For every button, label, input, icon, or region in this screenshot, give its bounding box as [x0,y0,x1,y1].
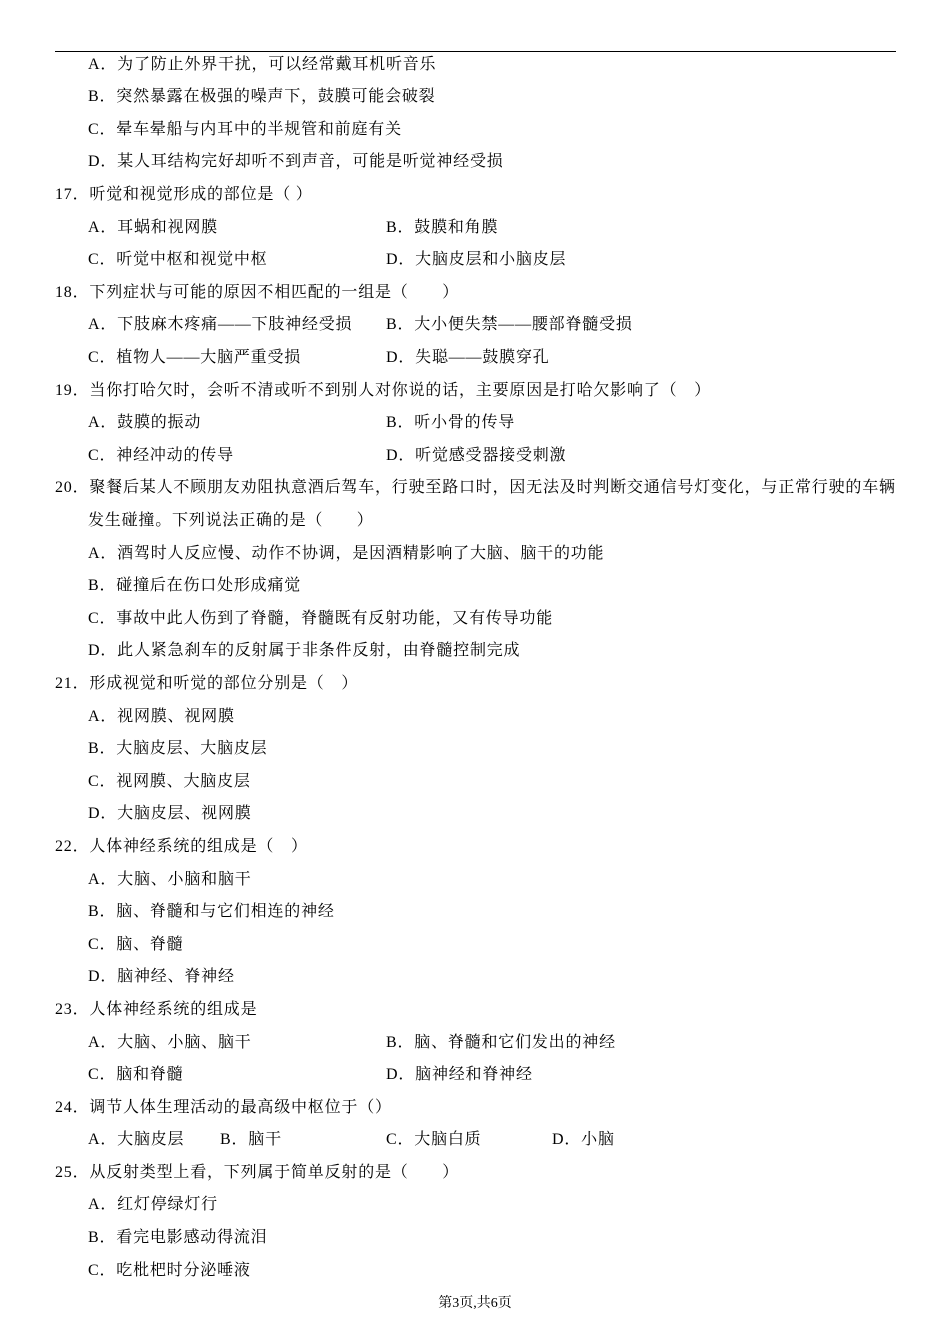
question-stem: 17．听觉和视觉形成的部位是（ ） [55,186,313,204]
option-a: A．视网膜、视网膜 [88,707,235,725]
option-b: B．突然暴露在极强的噪声下，鼓膜可能会破裂 [88,88,436,106]
option-a: A．酒驾时人反应慢、动作不协调，是因酒精影响了大脑、脑干的功能 [88,544,605,562]
option-b: B．脑、脊髓和与它们相连的神经 [88,903,335,921]
question-19 [0,375,950,473]
question-25 [0,1157,950,1287]
option-a: A．红灯停绿灯行 [88,1196,218,1214]
option-a: A．耳蜗和视网膜 [88,218,218,236]
option-row [0,407,950,440]
option-c: C．晕车晕船与内耳中的半规管和前庭有关 [88,120,402,138]
option-c: C．事故中此人伤到了脊髓，脊髓既有反射功能，又有传导功能 [88,609,554,627]
option-d: D．脑神经和脊神经 [386,1066,533,1084]
question-stem: 18．下列症状与可能的原因不相匹配的一组是（ ） [55,283,460,301]
option-a: A．大脑、小脑和脑干 [88,870,252,888]
question-stem: 19．当你打哈欠时，会听不清或听不到别人对你说的话，主要原因是打哈欠影响了（ ） [55,381,712,399]
option-row [0,342,950,375]
option-a: A．大脑皮层 [88,1131,185,1149]
option-row [0,1059,950,1092]
option-row [0,212,950,245]
option-d: D．此人紧急刹车的反射属于非条件反射，由脊髓控制完成 [88,642,521,660]
option-b: B．鼓膜和角膜 [386,218,499,236]
option-d: D．大脑皮层和小脑皮层 [386,251,567,269]
option-c: C．吃枇杷时分泌唾液 [88,1261,251,1279]
question-stem: 20．聚餐后某人不顾朋友劝阻执意酒后驾车，行驶至路口时，因无法及时判断交通信号灯变化，与正常行驶的车辆 [55,479,896,497]
option-d: D．大脑皮层、视网膜 [88,805,252,823]
option-b: B．碰撞后在伤口处形成痛觉 [88,577,302,595]
option-c: C．大脑白质 [386,1131,482,1149]
option-d: D．脑神经、脊神经 [88,968,235,986]
option-c: C．脑、脊髓 [88,935,184,953]
option-b: B．大小便失禁——腰部脊髓受损 [386,316,633,334]
option-row [0,1124,950,1157]
option-row [0,1027,950,1060]
option-b: B．看完电影感动得流泪 [88,1229,268,1247]
option-a: A．下肢麻木疼痛——下肢神经受损 [88,316,353,334]
page-number: 第3页,共6页 [438,1296,512,1311]
option-row [0,244,950,277]
option-a: A．鼓膜的振动 [88,414,202,432]
option-c: C．视网膜、大脑皮层 [88,772,251,790]
option-row [0,309,950,342]
option-b: B．脑干 [220,1131,282,1149]
option-d: D．听觉感受器接受刺激 [386,446,567,464]
option-a: A．大脑、小脑、脑干 [88,1033,252,1051]
question-stem: 22．人体神经系统的组成是（ ） [55,837,308,855]
question-18 [0,277,950,375]
question-stem: 21．形成视觉和听觉的部位分别是（ ） [55,674,359,692]
question-stem-continued: 发生碰撞。下列说法正确的是（ ） [88,512,374,529]
question-20 [0,472,950,668]
option-b: B．脑、脊髓和它们发出的神经 [386,1033,616,1051]
question-stem: 23．人体神经系统的组成是 [55,1000,258,1018]
question-stem: 25．从反射类型上看，下列属于简单反射的是（ ） [55,1163,460,1181]
option-row [0,440,950,473]
option-c: C．植物人——大脑严重受损 [88,349,302,367]
question-21 [0,668,950,831]
question-23 [0,994,950,1092]
option-c: C．脑和脊髓 [88,1066,184,1084]
question-24 [0,1092,950,1157]
option-b: B．大脑皮层、大脑皮层 [88,740,268,758]
option-d: D．小脑 [552,1131,615,1149]
option-c: C．神经冲动的传导 [88,446,234,464]
question-17 [0,179,950,277]
question-22 [0,831,950,994]
option-a: A．为了防止外界干扰，可以经常戴耳机听音乐 [88,55,437,73]
option-d: D．失聪——鼓膜穿孔 [386,349,550,367]
question-stem: 24．调节人体生理活动的最高级中枢位于（） [55,1098,392,1116]
option-d: D．某人耳结构完好却听不到声音，可能是听觉神经受损 [88,153,504,171]
option-c: C．听觉中枢和视觉中枢 [88,251,268,269]
question-16-continued [0,49,950,179]
page-content [0,49,950,1288]
option-b: B．听小骨的传导 [386,414,516,432]
